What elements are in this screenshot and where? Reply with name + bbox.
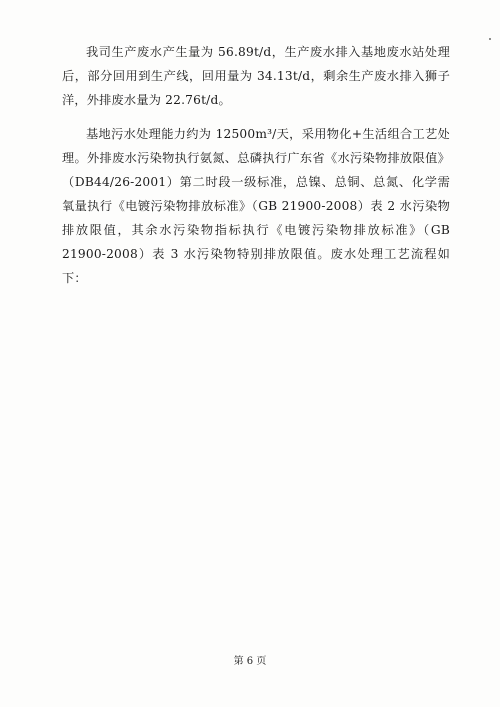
- paragraph-treatment-standards: 基地污水处理能力约为 12500m³/天，采用物化+生活组合工艺处理。外排废水污染物执行氨氮、总磷执行广东省《水污染物排放限值》（DB44/26-2001）第二时段一级标准，总镍、总铜、总氮、化学需氧量执行《电镀污染物排放标准》（GB 21900-2008）表 2 水污染物排放限值，其余水污染物指标执行《电镀污染物排放标准》（GB 21900-2008）表 3 水污染物特别排放限值。废水处理工艺流程如下：: [62, 127, 450, 285]
- document-body: [62, 40, 450, 300]
- page-number: 第 6 页: [233, 656, 267, 667]
- scan-artifact: [489, 38, 491, 40]
- paragraph-wastewater-volume: 我司生产废水产生量为 56.89t/d，生产废水排入基地废水站处理后，部分回用到生产线，回用量为 34.13t/d，剩余生产废水排入狮子洋，外排废水量为 22.76t/d。: [62, 45, 450, 107]
